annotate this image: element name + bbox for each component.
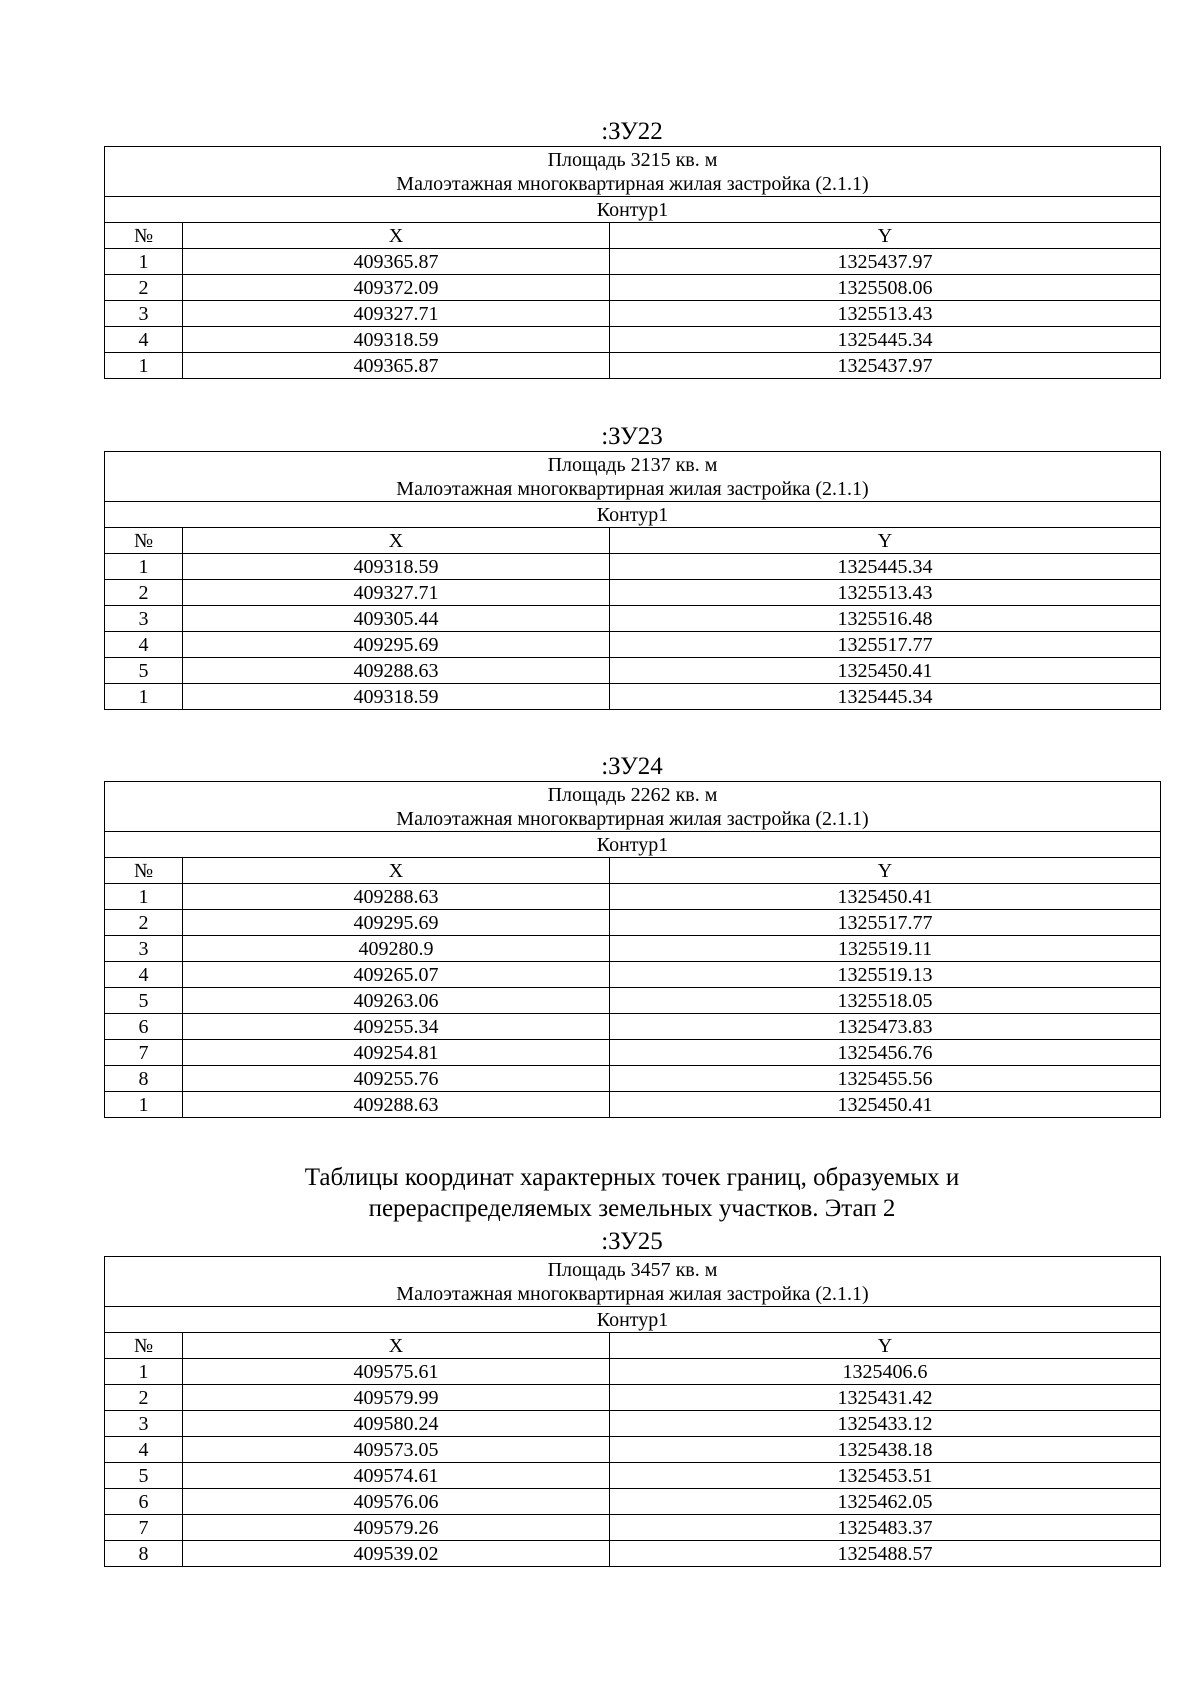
table-row bbox=[105, 249, 1161, 275]
x-coordinate: 409288.63 bbox=[183, 884, 610, 910]
table-row bbox=[105, 1359, 1161, 1385]
plot-zu23 bbox=[104, 423, 1160, 710]
table-header bbox=[105, 1333, 1161, 1359]
header-x: X bbox=[183, 1333, 610, 1359]
header-y: Y bbox=[610, 223, 1161, 249]
table-header bbox=[105, 858, 1161, 884]
header-number: № bbox=[105, 528, 183, 554]
point-number: 1 bbox=[105, 884, 183, 910]
plot-title: :ЗУ23 bbox=[601, 423, 663, 450]
header-x: X bbox=[183, 223, 610, 249]
y-coordinate: 1325462.05 bbox=[610, 1489, 1161, 1515]
x-coordinate: 409574.61 bbox=[183, 1463, 610, 1489]
point-number: 3 bbox=[105, 1411, 183, 1437]
y-coordinate: 1325450.41 bbox=[610, 884, 1161, 910]
point-number: 3 bbox=[105, 301, 183, 327]
point-number: 8 bbox=[105, 1066, 183, 1092]
point-number: 8 bbox=[105, 1541, 183, 1567]
point-number: 4 bbox=[105, 1437, 183, 1463]
table-row bbox=[105, 1385, 1161, 1411]
y-coordinate: 1325519.11 bbox=[610, 936, 1161, 962]
x-coordinate: 409255.34 bbox=[183, 1014, 610, 1040]
y-coordinate: 1325406.6 bbox=[610, 1359, 1161, 1385]
point-number: 2 bbox=[105, 580, 183, 606]
table-row bbox=[105, 1437, 1161, 1463]
y-coordinate: 1325433.12 bbox=[610, 1411, 1161, 1437]
point-number: 1 bbox=[105, 554, 183, 580]
point-number: 5 bbox=[105, 658, 183, 684]
point-number: 1 bbox=[105, 249, 183, 275]
x-coordinate: 409327.71 bbox=[183, 580, 610, 606]
y-coordinate: 1325453.51 bbox=[610, 1463, 1161, 1489]
plot-area: Площадь 2137 кв. м bbox=[547, 454, 718, 476]
point-number: 1 bbox=[105, 1359, 183, 1385]
point-number: 5 bbox=[105, 988, 183, 1014]
plot-land-use: Малоэтажная многоквартирная жилая застройка (2.1.1) bbox=[396, 808, 869, 830]
plot-area: Площадь 3215 кв. м bbox=[547, 149, 718, 171]
point-number: 2 bbox=[105, 275, 183, 301]
y-coordinate: 1325508.06 bbox=[610, 275, 1161, 301]
x-coordinate: 409295.69 bbox=[183, 910, 610, 936]
table-header bbox=[105, 223, 1161, 249]
y-coordinate: 1325513.43 bbox=[610, 301, 1161, 327]
table-row bbox=[105, 1541, 1161, 1567]
x-coordinate: 409327.71 bbox=[183, 301, 610, 327]
header-number: № bbox=[105, 223, 183, 249]
plot-info-row bbox=[105, 452, 1161, 502]
contour-label: Контур1 bbox=[105, 502, 1161, 528]
y-coordinate: 1325437.97 bbox=[610, 249, 1161, 275]
header-x: X bbox=[183, 858, 610, 884]
table-row bbox=[105, 884, 1161, 910]
x-coordinate: 409365.87 bbox=[183, 249, 610, 275]
coordinates-table bbox=[104, 451, 1161, 710]
x-coordinate: 409573.05 bbox=[183, 1437, 610, 1463]
table-row bbox=[105, 684, 1161, 710]
y-coordinate: 1325437.97 bbox=[610, 353, 1161, 379]
table-row bbox=[105, 1066, 1161, 1092]
y-coordinate: 1325513.43 bbox=[610, 580, 1161, 606]
table-row bbox=[105, 1411, 1161, 1437]
coordinates-table bbox=[104, 146, 1161, 379]
point-number: 3 bbox=[105, 936, 183, 962]
header-y: Y bbox=[610, 1333, 1161, 1359]
x-coordinate: 409280.9 bbox=[183, 936, 610, 962]
table-row bbox=[105, 936, 1161, 962]
contour-row bbox=[105, 1307, 1161, 1333]
x-coordinate: 409255.76 bbox=[183, 1066, 610, 1092]
table-row bbox=[105, 1463, 1161, 1489]
contour-row bbox=[105, 502, 1161, 528]
y-coordinate: 1325445.34 bbox=[610, 554, 1161, 580]
point-number: 1 bbox=[105, 684, 183, 710]
x-coordinate: 409318.59 bbox=[183, 554, 610, 580]
point-number: 3 bbox=[105, 606, 183, 632]
plot-title: :ЗУ24 bbox=[601, 753, 663, 780]
section-heading bbox=[104, 1162, 1160, 1224]
table-row bbox=[105, 353, 1161, 379]
plot-land-use: Малоэтажная многоквартирная жилая застройка (2.1.1) bbox=[396, 173, 869, 195]
section-heading-line1: Таблицы координат характерных точек границ, образуемых и bbox=[304, 1164, 960, 1191]
y-coordinate: 1325488.57 bbox=[610, 1541, 1161, 1567]
x-coordinate: 409575.61 bbox=[183, 1359, 610, 1385]
plot-info-row bbox=[105, 782, 1161, 832]
y-coordinate: 1325450.41 bbox=[610, 658, 1161, 684]
table-row bbox=[105, 580, 1161, 606]
x-coordinate: 409318.59 bbox=[183, 327, 610, 353]
x-coordinate: 409288.63 bbox=[183, 658, 610, 684]
y-coordinate: 1325473.83 bbox=[610, 1014, 1161, 1040]
table-row bbox=[105, 632, 1161, 658]
point-number: 4 bbox=[105, 632, 183, 658]
plot-land-use: Малоэтажная многоквартирная жилая застройка (2.1.1) bbox=[396, 478, 869, 500]
table-row bbox=[105, 606, 1161, 632]
point-number: 6 bbox=[105, 1489, 183, 1515]
x-coordinate: 409576.06 bbox=[183, 1489, 610, 1515]
x-coordinate: 409305.44 bbox=[183, 606, 610, 632]
y-coordinate: 1325445.34 bbox=[610, 327, 1161, 353]
y-coordinate: 1325455.56 bbox=[610, 1066, 1161, 1092]
plot-land-use: Малоэтажная многоквартирная жилая застройка (2.1.1) bbox=[396, 1283, 869, 1305]
plot-area: Площадь 3457 кв. м bbox=[547, 1259, 718, 1281]
table-row bbox=[105, 301, 1161, 327]
contour-label: Контур1 bbox=[105, 1307, 1161, 1333]
y-coordinate: 1325450.41 bbox=[610, 1092, 1161, 1118]
x-coordinate: 409318.59 bbox=[183, 684, 610, 710]
x-coordinate: 409288.63 bbox=[183, 1092, 610, 1118]
point-number: 1 bbox=[105, 353, 183, 379]
table-row bbox=[105, 1515, 1161, 1541]
y-coordinate: 1325517.77 bbox=[610, 632, 1161, 658]
x-coordinate: 409579.26 bbox=[183, 1515, 610, 1541]
x-coordinate: 409263.06 bbox=[183, 988, 610, 1014]
y-coordinate: 1325431.42 bbox=[610, 1385, 1161, 1411]
x-coordinate: 409372.09 bbox=[183, 275, 610, 301]
y-coordinate: 1325445.34 bbox=[610, 684, 1161, 710]
header-number: № bbox=[105, 1333, 183, 1359]
plot-zu24 bbox=[104, 753, 1160, 1118]
table-row bbox=[105, 327, 1161, 353]
y-coordinate: 1325483.37 bbox=[610, 1515, 1161, 1541]
table-row bbox=[105, 275, 1161, 301]
table-row bbox=[105, 910, 1161, 936]
table-row bbox=[105, 1040, 1161, 1066]
plot-zu22 bbox=[104, 118, 1160, 379]
plot-title: :ЗУ22 bbox=[601, 118, 663, 145]
table-header bbox=[105, 528, 1161, 554]
point-number: 2 bbox=[105, 910, 183, 936]
x-coordinate: 409365.87 bbox=[183, 353, 610, 379]
point-number: 5 bbox=[105, 1463, 183, 1489]
section-heading-line2: перераспределяемых земельных участков. Этап 2 bbox=[368, 1195, 896, 1222]
header-number: № bbox=[105, 858, 183, 884]
header-x: X bbox=[183, 528, 610, 554]
contour-row bbox=[105, 197, 1161, 223]
y-coordinate: 1325438.18 bbox=[610, 1437, 1161, 1463]
plot-info-row bbox=[105, 1257, 1161, 1307]
header-y: Y bbox=[610, 858, 1161, 884]
plot-info-row bbox=[105, 147, 1161, 197]
x-coordinate: 409265.07 bbox=[183, 962, 610, 988]
point-number: 6 bbox=[105, 1014, 183, 1040]
point-number: 4 bbox=[105, 962, 183, 988]
x-coordinate: 409254.81 bbox=[183, 1040, 610, 1066]
y-coordinate: 1325518.05 bbox=[610, 988, 1161, 1014]
x-coordinate: 409539.02 bbox=[183, 1541, 610, 1567]
x-coordinate: 409295.69 bbox=[183, 632, 610, 658]
plot-zu25 bbox=[104, 1228, 1160, 1567]
table-row bbox=[105, 962, 1161, 988]
y-coordinate: 1325519.13 bbox=[610, 962, 1161, 988]
point-number: 2 bbox=[105, 1385, 183, 1411]
point-number: 7 bbox=[105, 1040, 183, 1066]
y-coordinate: 1325516.48 bbox=[610, 606, 1161, 632]
y-coordinate: 1325517.77 bbox=[610, 910, 1161, 936]
x-coordinate: 409580.24 bbox=[183, 1411, 610, 1437]
y-coordinate: 1325456.76 bbox=[610, 1040, 1161, 1066]
table-row bbox=[105, 554, 1161, 580]
table-row bbox=[105, 1014, 1161, 1040]
table-row bbox=[105, 1489, 1161, 1515]
table-row bbox=[105, 1092, 1161, 1118]
point-number: 1 bbox=[105, 1092, 183, 1118]
table-row bbox=[105, 988, 1161, 1014]
contour-row bbox=[105, 832, 1161, 858]
plot-area: Площадь 2262 кв. м bbox=[547, 784, 718, 806]
point-number: 4 bbox=[105, 327, 183, 353]
contour-label: Контур1 bbox=[105, 197, 1161, 223]
point-number: 7 bbox=[105, 1515, 183, 1541]
table-row bbox=[105, 658, 1161, 684]
coordinates-table bbox=[104, 1256, 1161, 1567]
x-coordinate: 409579.99 bbox=[183, 1385, 610, 1411]
plot-title: :ЗУ25 bbox=[601, 1228, 663, 1255]
coordinates-table bbox=[104, 781, 1161, 1118]
header-y: Y bbox=[610, 528, 1161, 554]
contour-label: Контур1 bbox=[105, 832, 1161, 858]
